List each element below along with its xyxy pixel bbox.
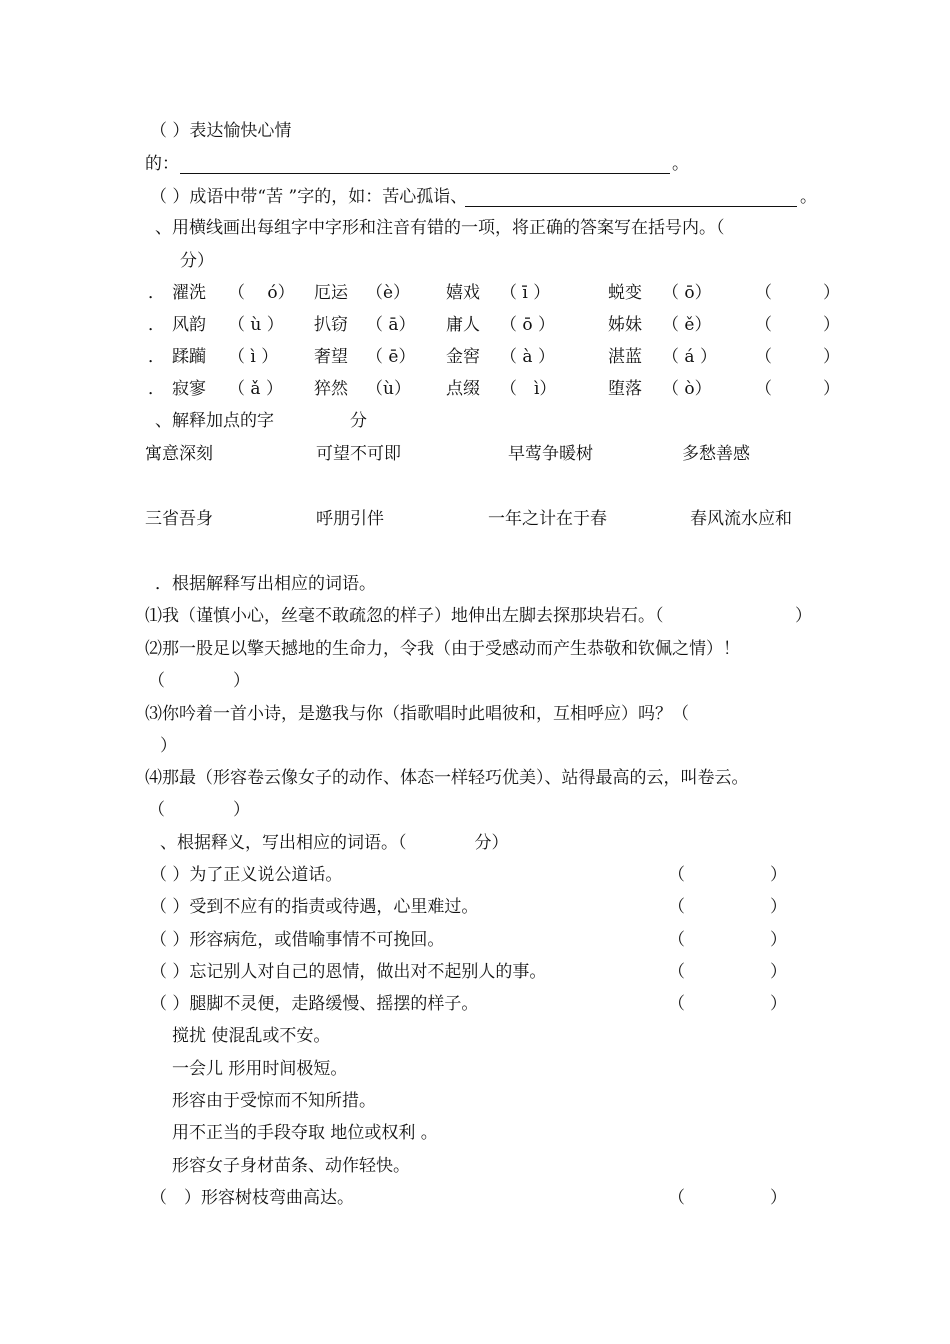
pinyin: （ ī ）	[500, 283, 551, 303]
phrase: 可望不可即	[316, 444, 401, 464]
pinyin: （ ō）	[662, 283, 712, 303]
word: 厄运	[314, 283, 348, 303]
definition-answer[interactable]: （ ）	[668, 865, 787, 885]
question-4-answer[interactable]: （ ）	[148, 800, 250, 820]
answer-paren[interactable]: （ ）	[755, 283, 840, 303]
word: 点缀	[446, 379, 480, 399]
definition-answer[interactable]: （ ）	[668, 930, 787, 950]
pinyin: （ ó）	[228, 283, 295, 303]
pinyin: （ ā）	[366, 315, 416, 335]
answer-blank[interactable]	[180, 173, 670, 174]
definition-item: （ ）腿脚不灵便，走路缓慢、摇摆的样子。	[150, 994, 479, 1014]
word: 嬉戏	[446, 283, 480, 303]
definition-item: （ ）形容病危，或借喻事情不可挽回。	[150, 930, 445, 950]
definition-plain: 形容女子身材苗条、动作轻快。	[172, 1156, 410, 1176]
answer-paren[interactable]: （ ）	[755, 347, 840, 367]
top-line-2-end: 。	[672, 154, 689, 174]
section-heading: 、解释加点的字	[155, 411, 274, 431]
word: 蜕变	[608, 283, 642, 303]
question-3: ⑶你吟着一首小诗，是邀我与你（指歌唱时此唱彼和，互相呼应）吗？（	[145, 704, 689, 724]
word: 扒窃	[314, 315, 348, 335]
word: 蹂躏	[172, 347, 206, 367]
phrase: 寓意深刻	[145, 444, 213, 464]
pinyin: （ ō ）	[500, 315, 556, 335]
pinyin: （ á ）	[662, 347, 717, 367]
word: 庸人	[446, 315, 480, 335]
word: 风韵	[172, 315, 206, 335]
word: 姊妹	[608, 315, 642, 335]
section-score: 分）	[180, 251, 214, 271]
row-marker: ．	[148, 315, 165, 335]
word: 金窖	[446, 347, 480, 367]
definition-item: （ ）为了正义说公道话。	[150, 865, 343, 885]
top-line-3: （ ）成语中带“苦 ”字的，如：苦心孤诣、	[150, 187, 468, 207]
question-2: ⑵那一股足以擎天撼地的生命力，令我（由于受感动而产生恭敬和钦佩之情）！	[145, 639, 740, 659]
definition-answer[interactable]: （ ）	[668, 962, 787, 982]
question-1: ⑴我（谨慎小心，丝毫不敢疏忽的样子）地伸出左脚去探那块岩石。（	[145, 606, 664, 626]
pinyin: （ ò）	[662, 379, 712, 399]
pinyin: （è）	[366, 283, 411, 303]
definition-plain: 一会儿 形用时间极短。	[172, 1059, 348, 1079]
definition-item: （ ）形容树枝弯曲高达。	[150, 1188, 354, 1208]
row-marker: ．	[148, 347, 165, 367]
phrase: 多愁善感	[682, 444, 750, 464]
word: 猝然	[314, 379, 348, 399]
section-heading: 、根据释义，写出相应的词语。（ 分）	[160, 833, 509, 853]
top-line-3-end: 。	[800, 187, 817, 207]
top-line-1: （ ）表达愉快心情	[150, 121, 292, 141]
phrase: 春风流水应和	[690, 509, 792, 529]
pinyin: （ à ）	[500, 347, 555, 367]
word: 堕落	[608, 379, 642, 399]
pinyin: （ ē）	[366, 347, 416, 367]
question-4: ⑷那最（形容卷云像女子的动作、体态一样轻巧优美）、站得最高的云，叫卷云。	[145, 768, 749, 788]
top-line-2-label: 的：	[145, 154, 179, 174]
pinyin: （ ě）	[662, 315, 712, 335]
answer-paren[interactable]: （ ）	[755, 379, 840, 399]
phrase: 早莺争暖树	[508, 444, 593, 464]
definition-answer[interactable]: （ ）	[668, 897, 787, 917]
pinyin: （ ì ）	[228, 347, 279, 367]
phrase: 三省吾身	[145, 509, 213, 529]
row-marker: ．	[148, 379, 165, 399]
definition-plain: 形容由于受惊而不知所措。	[172, 1091, 376, 1111]
definition-plain: 用不正当的手段夺取 地位或权利 。	[172, 1123, 438, 1143]
word: 寂寥	[172, 379, 206, 399]
question-2-answer[interactable]: （ ）	[148, 671, 250, 691]
word: 濯洗	[172, 283, 206, 303]
question-1-end[interactable]: ）	[795, 606, 812, 626]
pinyin: （ ì）	[500, 379, 557, 399]
phrase: 呼朋引伴	[316, 509, 384, 529]
pinyin: （ù）	[366, 379, 411, 399]
answer-paren[interactable]: （ ）	[755, 315, 840, 335]
question-3-end[interactable]: ）	[160, 736, 177, 756]
definition-item: （ ）忘记别人对自己的恩情，做出对不起别人的事。	[150, 962, 547, 982]
answer-blank[interactable]	[465, 206, 797, 207]
pinyin: （ ǎ ）	[228, 379, 283, 399]
definition-answer[interactable]: （ ）	[668, 1188, 787, 1208]
pinyin: （ ù ）	[228, 315, 284, 335]
row-marker: ．	[148, 283, 165, 303]
section-heading: 、用横线画出每组字中字形和注音有错的一项，将正确的答案写在括号内。（	[155, 218, 725, 238]
definition-answer[interactable]: （ ）	[668, 994, 787, 1014]
section-heading: ．根据解释写出相应的词语。	[155, 574, 376, 594]
word: 奢望	[314, 347, 348, 367]
section-score: 分	[350, 411, 367, 431]
definition-item: （ ）受到不应有的指责或待遇，心里难过。	[150, 897, 479, 917]
definition-plain: 搅扰 使混乱或不安。	[172, 1026, 331, 1046]
phrase: 一年之计在于春	[488, 509, 607, 529]
word: 湛蓝	[608, 347, 642, 367]
